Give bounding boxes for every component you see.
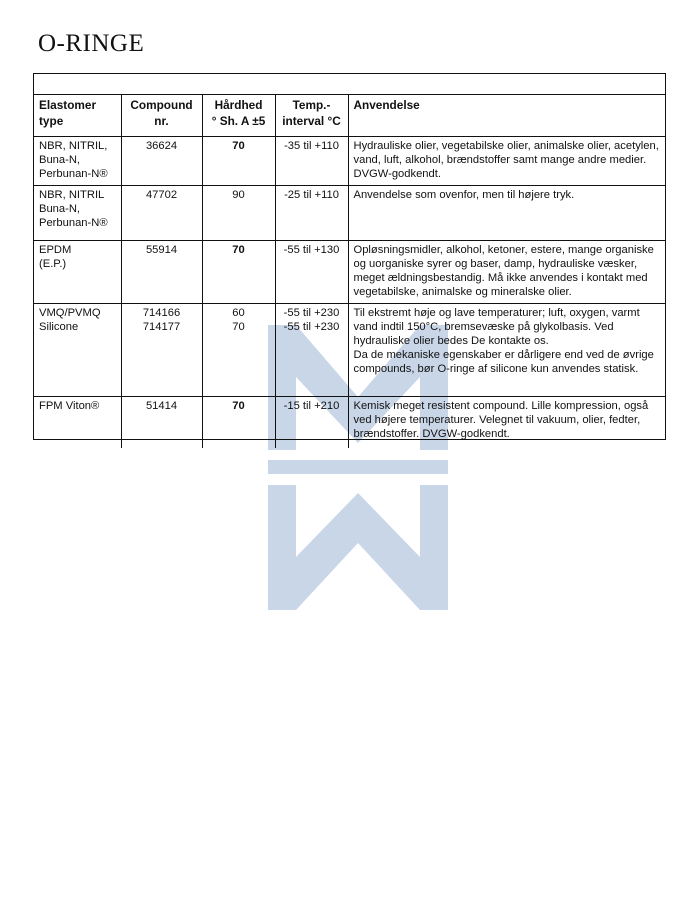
page-title: O-RINGE [38, 30, 145, 57]
cell-compound: 47702 [121, 186, 202, 241]
cell-compound: 36624 [121, 137, 202, 186]
cell-elastomer: NBR, NITRIL, Buna-N, Perbunan-N® [34, 137, 121, 186]
header-temp: Temp.- interval °C [275, 95, 348, 137]
cell-hardness: 70 [202, 397, 275, 449]
cell-hardness: 70 [202, 137, 275, 186]
cell-compound: 55914 [121, 241, 202, 304]
table-row [34, 304, 665, 397]
table-row [34, 137, 665, 186]
cell-elastomer: NBR, NITRIL Buna-N, Perbunan-N® [34, 186, 121, 241]
cell-temp: -15 til +210 [275, 397, 348, 449]
table-row [34, 241, 665, 304]
cell-compound: 51414 [121, 397, 202, 449]
oring-table-frame [33, 73, 666, 440]
table-top-bar [34, 74, 665, 95]
oring-table [34, 95, 665, 448]
table-header-row [34, 95, 665, 137]
table-row [34, 186, 665, 241]
cell-usage: Opløsningsmidler, alkohol, ketoner, estere, mange organiske og uorganiske syrer og baser, damp, hydrauliske væsker, meget ældningsbestandig. Må ikke anvendes i kontakt med vegetabilske, animalske og mineralske olier. [348, 241, 665, 304]
cell-temp: -55 til +130 [275, 241, 348, 304]
cell-temp: -55 til +230 -55 til +230 [275, 304, 348, 397]
cell-temp: -35 til +110 [275, 137, 348, 186]
cell-compound: 714166 714177 [121, 304, 202, 397]
cell-usage: Til ekstremt høje og lave temperaturer; luft, oxygen, varmt vand indtil 150°C, bremsevæske på glykolbasis. Ved hydrauliske olier bedes De kontakte os. Da de mekaniske egenskaber er dårligere end ved de øvrige compounds, bør O-ringe af silicone kun anvendes statisk. [348, 304, 665, 397]
header-hardness: Hårdhed ° Sh. A ±5 [202, 95, 275, 137]
cell-hardness: 90 [202, 186, 275, 241]
cell-usage: Kemisk meget resistent compound. Lille kompression, også ved højere temperaturer. Velegnet til vakuum, olier, fedter, brændstoffer. DVGW-godkendt. [353, 400, 649, 440]
header-elastomer: Elastomer type [34, 95, 121, 137]
header-usage: Anvendelse [348, 95, 665, 137]
cell-elastomer: FPM Viton® [34, 397, 121, 449]
cell-usage: Hydrauliske olier, vegetabilske olier, animalske olier, acetylen, vand, luft, alkohol, brændstoffer samt mange andre medier. DVGW-godkendt. [348, 137, 665, 186]
cell-usage: Anvendelse som ovenfor, men til højere tryk. [348, 186, 665, 241]
cell-hardness: 70 [202, 241, 275, 304]
cell-hardness: 60 70 [202, 304, 275, 397]
table-row [34, 397, 665, 449]
cell-temp: -25 til +110 [275, 186, 348, 241]
header-compound: Compound nr. [121, 95, 202, 137]
cell-elastomer: VMQ/PVMQ Silicone [34, 304, 121, 397]
cell-elastomer: EPDM (E.P.) [34, 241, 121, 304]
